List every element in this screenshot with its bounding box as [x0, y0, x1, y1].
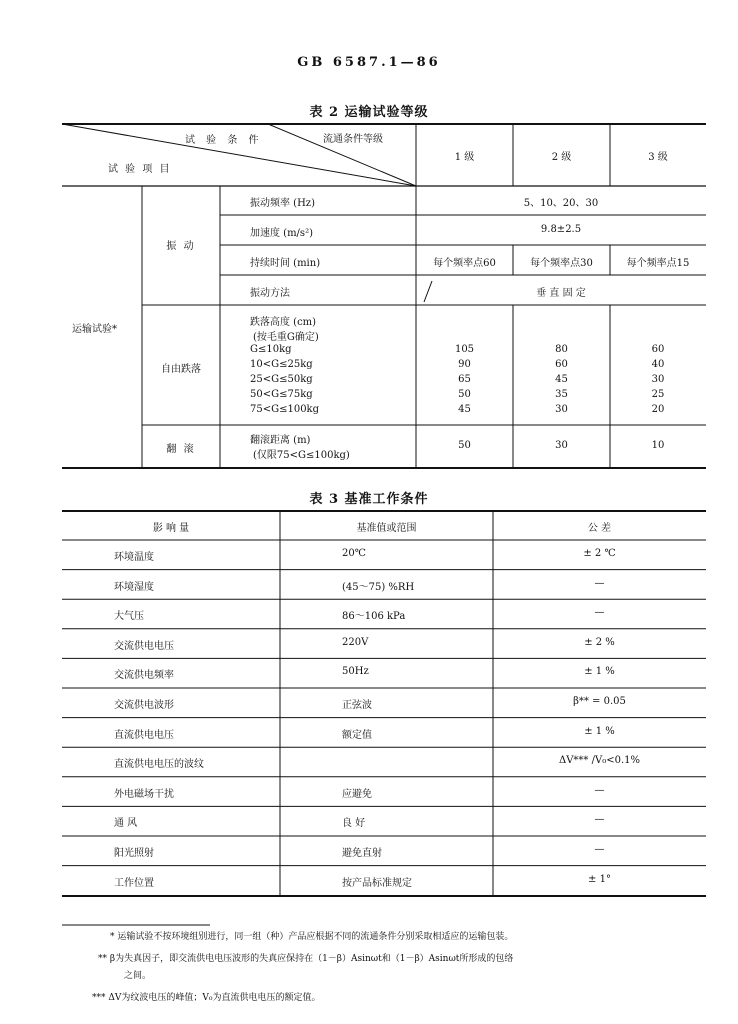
table-row: [62, 866, 706, 895]
footnote-3: *** ΔV为纹波电压的峰值；V₀为直流供电电压的额定值。: [92, 993, 321, 1003]
t3-tolerance: —: [594, 577, 605, 589]
t3-reference: 应避免: [342, 788, 372, 800]
t3-tolerance: ± 1°: [588, 873, 611, 885]
t3-tolerance: ± 1 %: [584, 725, 615, 737]
table-row: [62, 718, 706, 747]
t3-reference: 50Hz: [342, 666, 369, 678]
grade-2-header: 2 级: [551, 152, 572, 163]
t3-reference: (45～75) %RH: [342, 581, 415, 593]
fall-height-value: 25: [651, 389, 665, 400]
fall-height-value: 105: [454, 344, 475, 355]
t3-tolerance: —: [594, 784, 605, 796]
table-row: [62, 658, 706, 687]
fall-range-label: G≤10kg: [250, 344, 292, 355]
fall-height-value: 60: [555, 359, 568, 370]
corner-bottom-label: 试 验 项 目: [108, 164, 172, 175]
t3-tolerance: ± 2 ℃: [583, 548, 616, 559]
table3-caption: 表 3 基准工作条件: [309, 492, 429, 507]
fall-height-value: 80: [555, 344, 568, 355]
t3-factor: 大气压: [114, 611, 144, 623]
transport-test-label: 运输试验*: [72, 324, 117, 335]
t3-factor: 直流供电电压的波纹: [114, 759, 204, 771]
t3-tolerance: —: [594, 844, 605, 855]
vib-duration-label: 持续时间 (min): [250, 258, 321, 269]
t3-header-tolerance: 公 差: [587, 523, 612, 534]
footnote-2: ** β为失真因子，即交流供电电压波形的失真应保持在（1－β）Asinωt和（1－β）Asinωt所形成的包络: [98, 954, 514, 964]
fall-height-value: 90: [458, 359, 471, 370]
table-row: [62, 540, 706, 569]
t3-tolerance: ΔV*** /V₀<0.1%: [558, 755, 640, 767]
t3-factor: 阳光照射: [114, 848, 154, 859]
fall-height-value: 60: [651, 344, 665, 355]
vib-duration-grade2: 每个频率点30: [530, 258, 593, 269]
vib-acceleration-value: 9.8±2.5: [540, 224, 582, 235]
t3-reference: 避免直射: [342, 848, 382, 859]
t3-factor: 环境温度: [114, 552, 154, 563]
table-row: [62, 777, 706, 806]
fall-height-value: 40: [651, 359, 665, 370]
table-row: [62, 747, 706, 776]
fall-height-value: 45: [458, 404, 471, 415]
table-row: [62, 629, 706, 658]
table-row: [62, 806, 706, 835]
table-row: [62, 688, 706, 717]
fall-height-value: 45: [555, 374, 568, 385]
t3-factor: 交流供电频率: [114, 670, 174, 682]
t3-reference: 86～106 kPa: [342, 611, 406, 623]
t3-factor: 直流供电电压: [114, 729, 174, 741]
t3-reference: 按产品标准规定: [342, 877, 412, 889]
fall-height-value: 30: [651, 374, 665, 385]
t3-factor: 通 风: [114, 818, 138, 830]
grade-1-header: 1 级: [454, 152, 475, 163]
tumble-distance-note: (仅限75<G≤100kg): [253, 450, 350, 461]
table2-caption: 表 2 运输试验等级: [309, 105, 429, 120]
vib-acceleration-label: 加速度 (m/s²): [250, 228, 313, 239]
t3-factor: 交流供电电压: [114, 640, 174, 652]
t3-factor: 交流供电波形: [114, 700, 174, 711]
t3-tolerance: —: [594, 814, 605, 826]
t3-tolerance: β** = 0.05: [573, 696, 626, 707]
free-fall-label: 自由跌落: [161, 364, 201, 375]
fall-height-value: 65: [458, 374, 471, 385]
vib-frequency-label: 振动频率 (Hz): [250, 198, 315, 209]
t3-header-factor: 影 响 量: [152, 523, 190, 534]
table-row: [62, 599, 706, 628]
footnote-2-cont: 之间。: [124, 971, 152, 981]
vib-duration-grade1: 每个频率点60: [433, 258, 496, 269]
fall-range-label: 75<G≤100kg: [250, 404, 320, 415]
vib-method-value: 垂 直 固 定: [536, 288, 586, 299]
vib-method-label: 振动方法: [250, 288, 290, 299]
vib-frequency-value: 5、10、20、30: [523, 198, 599, 209]
tumble-distance-label: 翻滚距离 (m): [250, 435, 311, 446]
fall-range-label: 25<G≤50kg: [250, 374, 313, 385]
t3-reference: 220V: [342, 636, 369, 648]
t3-header-reference: 基准值或范围: [356, 523, 417, 534]
fall-range-label: 10<G≤25kg: [250, 359, 313, 370]
fall-height-value: 35: [555, 389, 568, 400]
vib-duration-grade3: 每个频率点15: [626, 258, 690, 269]
fall-height-header: 跌落高度 (cm): [250, 317, 317, 328]
corner-right-label: 流通条件等级: [323, 134, 383, 145]
t3-tolerance: ± 1 %: [584, 666, 615, 678]
t3-factor: 环境湿度: [114, 581, 154, 593]
tumble-grade2: 30: [555, 440, 568, 451]
standard-code: GB 6587.1—86: [297, 55, 441, 70]
t3-tolerance: ± 2 %: [584, 636, 615, 648]
vibration-label: 振 动: [166, 241, 196, 252]
table3-header-row: [62, 511, 706, 540]
t3-reference: 良 好: [342, 818, 366, 830]
tumble-grade1: 50: [458, 440, 471, 451]
table-row: [62, 836, 706, 865]
footnote-1: * 运输试验不按环境组别进行，同一组（种）产品应根据不同的流通条件分别采取相适应的运输包装。: [110, 932, 514, 942]
t3-factor: 工作位置: [114, 877, 154, 889]
grade-3-header: 3 级: [648, 152, 668, 163]
corner-top-label: 试 验 条 件: [185, 135, 263, 146]
tumble-label: 翻 滚: [166, 444, 196, 455]
t3-reference: 正弦波: [342, 700, 372, 711]
t3-tolerance: —: [594, 607, 605, 619]
fall-height-value: 20: [651, 404, 665, 415]
t3-factor: 外电磁场干扰: [114, 788, 174, 800]
tumble-grade3: 10: [651, 440, 665, 451]
t3-reference: 20℃: [342, 548, 366, 559]
table-row: [62, 570, 706, 599]
fall-height-note: (按毛重G确定): [253, 332, 319, 343]
t3-reference: 额定值: [342, 729, 372, 741]
fall-height-value: 30: [555, 404, 568, 415]
fall-height-value: 50: [458, 389, 471, 400]
fall-range-label: 50<G≤75kg: [250, 389, 313, 400]
